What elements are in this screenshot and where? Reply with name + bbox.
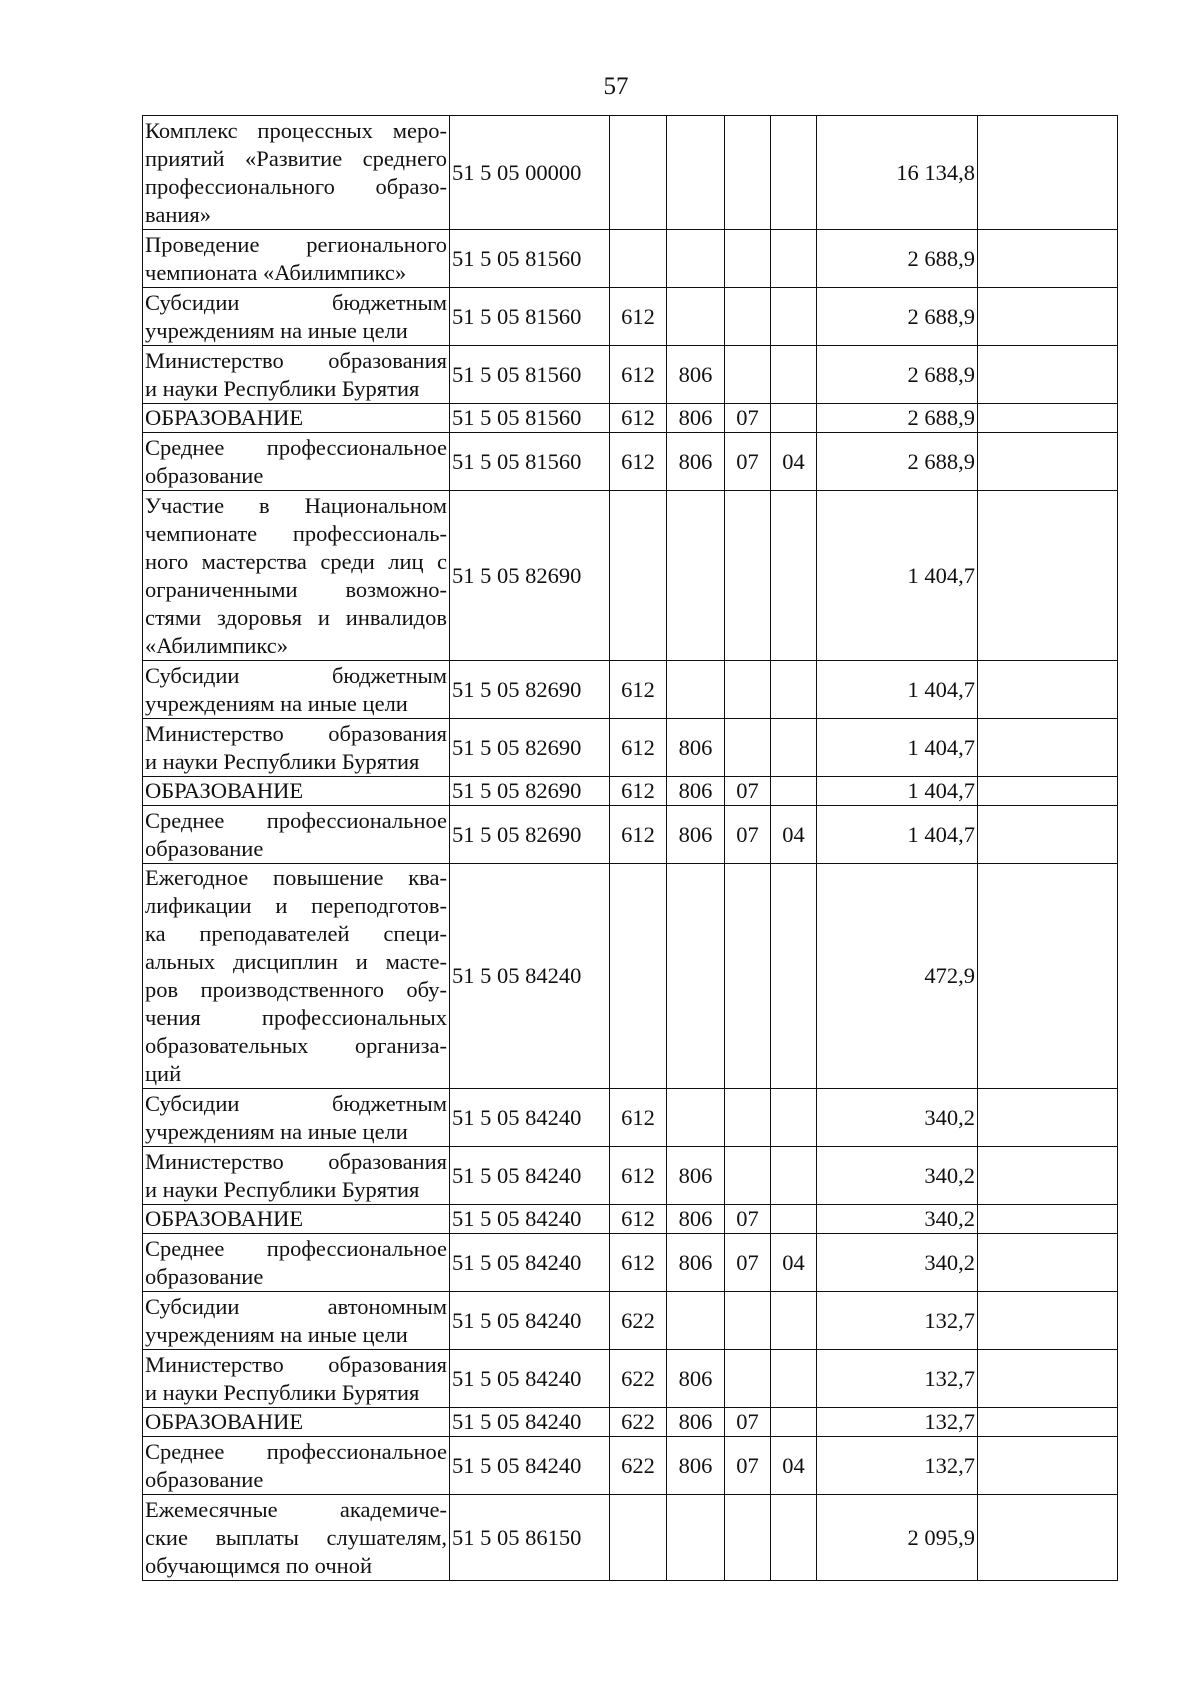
section-cell — [725, 288, 771, 346]
table-row — [143, 719, 1118, 777]
empty-cell — [978, 864, 1118, 1089]
subsection-cell: 04 — [771, 1437, 817, 1495]
subsection-cell — [771, 1292, 817, 1350]
ministry-code-cell: 806 — [667, 806, 725, 864]
item-name-cell — [143, 404, 450, 433]
target-code-cell: 51 5 05 84240 — [450, 1147, 610, 1205]
item-name-line: Министерство образования — [145, 720, 447, 746]
empty-cell — [978, 1495, 1118, 1581]
ministry-code-cell: 806 — [667, 433, 725, 491]
item-name-line: «Абилимпикс» — [145, 632, 289, 658]
section-cell: 07 — [725, 1437, 771, 1495]
item-name-cell — [143, 288, 450, 346]
item-name-cell — [143, 806, 450, 864]
table-row — [143, 1408, 1118, 1437]
empty-cell — [978, 116, 1118, 230]
subsection-cell — [771, 1205, 817, 1234]
subsection-cell: 04 — [771, 433, 817, 491]
target-code-cell: 51 5 05 81560 — [450, 404, 610, 433]
target-code-cell: 51 5 05 84240 — [450, 1408, 610, 1437]
ministry-code-cell — [667, 116, 725, 230]
target-code-cell: 51 5 05 81560 — [450, 433, 610, 491]
item-name-line: лификации и переподготов- — [145, 893, 447, 918]
ministry-code-cell: 806 — [667, 1408, 725, 1437]
ministry-code-cell — [667, 1495, 725, 1581]
section-cell: 07 — [725, 404, 771, 433]
table-row — [143, 1147, 1118, 1205]
target-code-cell: 51 5 05 84240 — [450, 1437, 610, 1495]
section-cell — [725, 1147, 771, 1205]
ministry-code-cell: 806 — [667, 719, 725, 777]
empty-cell — [978, 230, 1118, 288]
table-row — [143, 433, 1118, 491]
table-row — [143, 661, 1118, 719]
empty-cell — [978, 719, 1118, 777]
section-cell — [725, 116, 771, 230]
expense-type-cell: 612 — [610, 1147, 667, 1205]
subsection-cell — [771, 1089, 817, 1147]
subsection-cell — [771, 777, 817, 806]
item-name-line: ОБРАЗОВАНИЕ — [145, 1409, 304, 1434]
amount-cell: 340,2 — [817, 1089, 978, 1147]
section-cell: 07 — [725, 1408, 771, 1437]
target-code-cell: 51 5 05 84240 — [450, 1089, 610, 1147]
item-name-line: ские выплаты слушателям, — [145, 1524, 447, 1550]
item-name-line: Проведение регионального — [145, 231, 447, 257]
ministry-code-cell — [667, 661, 725, 719]
amount-cell: 132,7 — [817, 1437, 978, 1495]
target-code-cell: 51 5 05 82690 — [450, 806, 610, 864]
item-name-cell — [143, 230, 450, 288]
section-cell: 07 — [725, 1234, 771, 1292]
item-name-line: Министерство образования — [145, 347, 447, 373]
target-code-cell: 51 5 05 84240 — [450, 1292, 610, 1350]
item-name-line: образование — [145, 462, 264, 488]
item-name-line: Ежегодное повышение ква- — [145, 865, 447, 890]
amount-cell: 1 404,7 — [817, 777, 978, 806]
section-cell: 07 — [725, 806, 771, 864]
item-name-line: учреждениям на иные цели — [145, 1118, 408, 1144]
item-name-cell — [143, 1234, 450, 1292]
table-row — [143, 491, 1118, 661]
subsection-cell — [771, 864, 817, 1089]
target-code-cell: 51 5 05 86150 — [450, 1495, 610, 1581]
expense-type-cell: 622 — [610, 1408, 667, 1437]
section-cell — [725, 1350, 771, 1408]
section-cell — [725, 491, 771, 661]
item-name-line: учреждениям на иные цели — [145, 1321, 408, 1347]
empty-cell — [978, 346, 1118, 404]
item-name-line: и науки Республики Бурятия — [145, 1379, 420, 1405]
empty-cell — [978, 1350, 1118, 1408]
subsection-cell — [771, 661, 817, 719]
item-name-line: ного мастерства среди лиц с — [145, 548, 447, 574]
item-name-line: альных дисциплин и масте- — [145, 949, 447, 974]
item-name-cell — [143, 433, 450, 491]
subsection-cell — [771, 1147, 817, 1205]
item-name-line: Министерство образования — [145, 1148, 447, 1174]
amount-cell: 132,7 — [817, 1350, 978, 1408]
item-name-cell — [143, 116, 450, 230]
empty-cell — [978, 1089, 1118, 1147]
expense-type-cell: 622 — [610, 1437, 667, 1495]
item-name-cell — [143, 1205, 450, 1234]
item-name-line: ка преподавателей специ- — [145, 921, 447, 946]
ministry-code-cell — [667, 864, 725, 1089]
ministry-code-cell — [667, 1089, 725, 1147]
expense-type-cell: 612 — [610, 806, 667, 864]
amount-cell: 2 688,9 — [817, 346, 978, 404]
item-name-cell — [143, 346, 450, 404]
empty-cell — [978, 1437, 1118, 1495]
section-cell — [725, 864, 771, 1089]
amount-cell: 132,7 — [817, 1408, 978, 1437]
expense-type-cell: 612 — [610, 288, 667, 346]
expense-type-cell — [610, 491, 667, 661]
expense-type-cell: 612 — [610, 777, 667, 806]
item-name-line: Субсидии автономным — [145, 1293, 447, 1319]
ministry-code-cell: 806 — [667, 404, 725, 433]
expense-type-cell: 612 — [610, 433, 667, 491]
table-row — [143, 1089, 1118, 1147]
amount-cell: 16 134,8 — [817, 116, 978, 230]
section-cell — [725, 1292, 771, 1350]
target-code-cell: 51 5 05 82690 — [450, 719, 610, 777]
item-name-line: чемпионата «Абилимпикс» — [145, 259, 407, 285]
subsection-cell — [771, 1350, 817, 1408]
item-name-line: ОБРАЗОВАНИЕ — [145, 405, 304, 430]
expense-type-cell — [610, 230, 667, 288]
subsection-cell — [771, 404, 817, 433]
item-name-cell — [143, 1292, 450, 1350]
expense-type-cell: 622 — [610, 1292, 667, 1350]
empty-cell — [978, 1234, 1118, 1292]
expense-type-cell: 612 — [610, 1205, 667, 1234]
table-row — [143, 346, 1118, 404]
item-name-line: Ежемесячные академиче- — [145, 1496, 447, 1522]
item-name-line: Министерство образования — [145, 1351, 447, 1377]
table-row — [143, 1234, 1118, 1292]
subsection-cell — [771, 491, 817, 661]
target-code-cell: 51 5 05 82690 — [450, 777, 610, 806]
item-name-line: образование — [145, 835, 264, 861]
target-code-cell: 51 5 05 84240 — [450, 864, 610, 1089]
section-cell — [725, 346, 771, 404]
item-name-line: приятий «Развитие среднего — [145, 145, 447, 171]
empty-cell — [978, 777, 1118, 806]
table-row — [143, 288, 1118, 346]
target-code-cell: 51 5 05 84240 — [450, 1350, 610, 1408]
subsection-cell — [771, 288, 817, 346]
empty-cell — [978, 1205, 1118, 1234]
expense-type-cell — [610, 116, 667, 230]
amount-cell: 132,7 — [817, 1292, 978, 1350]
amount-cell: 472,9 — [817, 864, 978, 1089]
amount-cell: 1 404,7 — [817, 661, 978, 719]
item-name-line: профессионального образо- — [145, 173, 447, 199]
item-name-cell — [143, 1408, 450, 1437]
target-code-cell: 51 5 05 82690 — [450, 661, 610, 719]
item-name-line: учреждениям на иные цели — [145, 317, 408, 343]
item-name-line: Субсидии бюджетным — [145, 1090, 447, 1116]
target-code-cell: 51 5 05 00000 — [450, 116, 610, 230]
item-name-line: стями здоровья и инвалидов — [145, 604, 447, 630]
section-cell — [725, 230, 771, 288]
item-name-cell — [143, 1495, 450, 1581]
item-name-line: и науки Республики Бурятия — [145, 1176, 420, 1202]
amount-cell: 2 688,9 — [817, 404, 978, 433]
item-name-cell — [143, 1437, 450, 1495]
empty-cell — [978, 806, 1118, 864]
section-cell — [725, 1495, 771, 1581]
subsection-cell — [771, 719, 817, 777]
table-row — [143, 806, 1118, 864]
subsection-cell — [771, 346, 817, 404]
item-name-line: и науки Республики Бурятия — [145, 375, 420, 401]
section-cell: 07 — [725, 433, 771, 491]
empty-cell — [978, 1147, 1118, 1205]
item-name-line: ОБРАЗОВАНИЕ — [145, 778, 304, 803]
amount-cell: 2 688,9 — [817, 288, 978, 346]
subsection-cell — [771, 1495, 817, 1581]
amount-cell: 1 404,7 — [817, 719, 978, 777]
table-body — [143, 116, 1118, 1581]
empty-cell — [978, 288, 1118, 346]
table-row — [143, 404, 1118, 433]
item-name-line: вания» — [145, 201, 211, 227]
table-row — [143, 1437, 1118, 1495]
item-name-line: ОБРАЗОВАНИЕ — [145, 1206, 304, 1231]
section-cell — [725, 719, 771, 777]
ministry-code-cell: 806 — [667, 1205, 725, 1234]
empty-cell — [978, 404, 1118, 433]
item-name-line: Субсидии бюджетным — [145, 662, 447, 688]
amount-cell: 2 095,9 — [817, 1495, 978, 1581]
ministry-code-cell: 806 — [667, 1437, 725, 1495]
item-name-line: Среднее профессиональное — [145, 1438, 447, 1464]
item-name-line: чения профессиональных — [145, 1005, 447, 1030]
amount-cell: 2 688,9 — [817, 433, 978, 491]
item-name-line: образование — [145, 1466, 264, 1492]
item-name-cell — [143, 777, 450, 806]
ministry-code-cell — [667, 1292, 725, 1350]
item-name-cell — [143, 661, 450, 719]
expense-type-cell: 612 — [610, 404, 667, 433]
item-name-line: образовательных организа- — [145, 1033, 447, 1058]
section-cell — [725, 661, 771, 719]
amount-cell: 2 688,9 — [817, 230, 978, 288]
item-name-line: учреждениям на иные цели — [145, 690, 408, 716]
section-cell — [725, 1089, 771, 1147]
ministry-code-cell: 806 — [667, 777, 725, 806]
ministry-code-cell — [667, 230, 725, 288]
ministry-code-cell: 806 — [667, 1234, 725, 1292]
subsection-cell: 04 — [771, 806, 817, 864]
item-name-line: обучающимся по очной — [145, 1552, 372, 1578]
item-name-cell — [143, 719, 450, 777]
section-cell: 07 — [725, 1205, 771, 1234]
expense-type-cell: 612 — [610, 1089, 667, 1147]
expense-type-cell: 622 — [610, 1350, 667, 1408]
item-name-cell — [143, 1350, 450, 1408]
item-name-cell — [143, 1147, 450, 1205]
target-code-cell: 51 5 05 84240 — [450, 1234, 610, 1292]
empty-cell — [978, 1408, 1118, 1437]
item-name-line: ров производственного обу- — [145, 977, 447, 1002]
item-name-line: Участие в Национальном — [145, 492, 447, 518]
ministry-code-cell: 806 — [667, 346, 725, 404]
subsection-cell — [771, 1408, 817, 1437]
expense-type-cell: 612 — [610, 719, 667, 777]
ministry-code-cell — [667, 288, 725, 346]
table-row — [143, 1292, 1118, 1350]
item-name-cell — [143, 1089, 450, 1147]
page-number: 57 — [603, 73, 629, 100]
item-name-line: и науки Республики Бурятия — [145, 748, 420, 774]
empty-cell — [978, 491, 1118, 661]
table-row — [143, 230, 1118, 288]
amount-cell: 340,2 — [817, 1205, 978, 1234]
table-row — [143, 1350, 1118, 1408]
expense-type-cell — [610, 1495, 667, 1581]
target-code-cell: 51 5 05 81560 — [450, 346, 610, 404]
target-code-cell: 51 5 05 81560 — [450, 288, 610, 346]
item-name-line: образование — [145, 1263, 264, 1289]
expense-type-cell: 612 — [610, 346, 667, 404]
empty-cell — [978, 433, 1118, 491]
item-name-cell — [143, 864, 450, 1089]
amount-cell: 340,2 — [817, 1147, 978, 1205]
table-row — [143, 116, 1118, 230]
ministry-code-cell: 806 — [667, 1147, 725, 1205]
ministry-code-cell: 806 — [667, 1350, 725, 1408]
subsection-cell: 04 — [771, 1234, 817, 1292]
target-code-cell: 51 5 05 84240 — [450, 1205, 610, 1234]
expense-type-cell — [610, 864, 667, 1089]
item-name-line: Комплекс процессных меро- — [145, 117, 447, 143]
expense-type-cell: 612 — [610, 661, 667, 719]
amount-cell: 1 404,7 — [817, 806, 978, 864]
item-name-line: Среднее профессиональное — [145, 1235, 447, 1261]
item-name-line: Среднее профессиональное — [145, 434, 447, 460]
empty-cell — [978, 661, 1118, 719]
budget-table — [142, 115, 1118, 1581]
table-row — [143, 777, 1118, 806]
item-name-line: Субсидии бюджетным — [145, 289, 447, 315]
table-row — [143, 864, 1118, 1089]
ministry-code-cell — [667, 491, 725, 661]
target-code-cell: 51 5 05 82690 — [450, 491, 610, 661]
section-cell: 07 — [725, 777, 771, 806]
subsection-cell — [771, 116, 817, 230]
amount-cell: 340,2 — [817, 1234, 978, 1292]
table-row — [143, 1205, 1118, 1234]
item-name-line: ций — [145, 1061, 182, 1086]
subsection-cell — [771, 230, 817, 288]
expense-type-cell: 612 — [610, 1234, 667, 1292]
table-row — [143, 1495, 1118, 1581]
item-name-line: Среднее профессиональное — [145, 807, 447, 833]
amount-cell: 1 404,7 — [817, 491, 978, 661]
target-code-cell: 51 5 05 81560 — [450, 230, 610, 288]
item-name-line: чемпионате профессиональ- — [145, 520, 447, 546]
empty-cell — [978, 1292, 1118, 1350]
item-name-line: ограниченными возможно- — [145, 576, 447, 602]
item-name-cell — [143, 491, 450, 661]
